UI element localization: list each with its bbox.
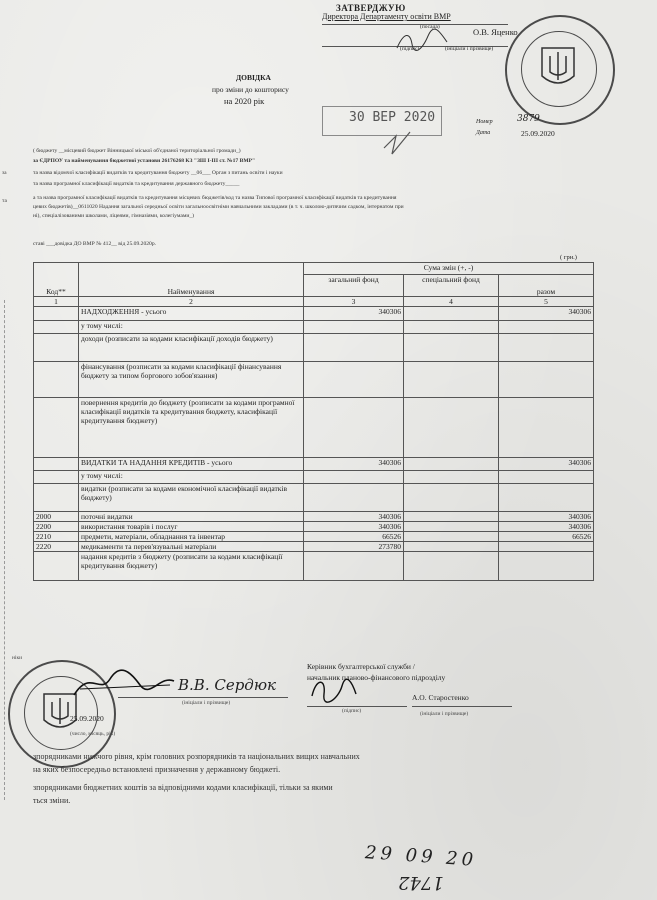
director-underline xyxy=(118,697,288,698)
cell-total: 340306 xyxy=(499,307,594,321)
document-date: 25.09.2020 xyxy=(521,129,555,138)
cell-total xyxy=(499,334,594,362)
accountant-signature xyxy=(308,676,360,704)
col-total-header: разом xyxy=(499,275,594,297)
cell-general xyxy=(304,552,404,581)
cell-special xyxy=(404,471,499,484)
cell-special xyxy=(404,398,499,458)
numbering-row xyxy=(34,297,594,307)
document-year: на 2020 рік xyxy=(224,96,265,106)
cell-total xyxy=(499,321,594,334)
cell-total: 66526 xyxy=(499,532,594,542)
currency-unit: ( грн.) xyxy=(560,254,577,261)
cell-code xyxy=(34,458,79,471)
col-general-header: загальний фонд xyxy=(304,275,404,297)
date-label: Дата xyxy=(476,130,491,136)
cell-special xyxy=(404,458,499,471)
margin-mark: та xyxy=(2,198,7,204)
table-row xyxy=(34,334,594,362)
footnote-line-2: на яких безпосередньо встановлені призначення у державному бюджеті. xyxy=(33,765,281,774)
col-number: 3 xyxy=(304,297,404,307)
program-line-1: а та назва програмної класифікації видатків та кредитування місцевих бюджетів/код та назва Типової програмної класифікації видатків та кредитування xyxy=(33,195,397,201)
cell-general xyxy=(304,362,404,398)
basis-line: ставі ___довідка ДО ВМР № 412__ від 25.09.2020р. xyxy=(33,241,157,247)
cell-total xyxy=(499,471,594,484)
cell-total xyxy=(499,362,594,398)
cell-general: 66526 xyxy=(304,532,404,542)
cell-name: використання товарів і послуг xyxy=(79,522,304,532)
col-number: 4 xyxy=(404,297,499,307)
trident-icon xyxy=(538,44,578,92)
table-row xyxy=(34,542,594,552)
left-head-label: ніки xyxy=(12,655,23,661)
table-row xyxy=(34,532,594,542)
director-date-caption: (число, місяць, рік) xyxy=(70,731,116,737)
cell-special xyxy=(404,484,499,512)
cell-special xyxy=(404,532,499,542)
department-line: та назва відомчої класифікації видатків та кредитування бюджету __06___ Орган з питань освіти і науки xyxy=(33,170,283,176)
accountant-title-1: Керівник бухгалтерської служби / xyxy=(307,662,415,671)
footnote-line-1: зпорядниками нижчого рівня, крім головних розпорядників та національних вищих навчальних xyxy=(33,752,360,761)
table-row xyxy=(34,522,594,532)
cell-code: 2200 xyxy=(34,522,79,532)
cell-total: 340306 xyxy=(499,458,594,471)
cell-special xyxy=(404,552,499,581)
col-number: 1 xyxy=(34,297,79,307)
cell-code xyxy=(34,362,79,398)
accountant-signature-caption: (підпис) xyxy=(342,708,362,714)
cell-general: 340306 xyxy=(304,458,404,471)
cell-code: 2000 xyxy=(34,512,79,522)
cell-code: 2210 xyxy=(34,532,79,542)
cell-code xyxy=(34,321,79,334)
cell-general xyxy=(304,484,404,512)
accountant-title-2: начальник планово-фінансового підрозділу xyxy=(307,673,446,682)
cell-name: ВИДАТКИ ТА НАДАННЯ КРЕДИТІВ - усього xyxy=(79,458,304,471)
changes-table xyxy=(33,262,594,581)
footnote-line-3: зпорядниками бюджетних коштів за відповідними кодами класифікації, тільки за якими xyxy=(33,783,333,792)
cell-code xyxy=(34,334,79,362)
accountant-name: А.О. Старостенко xyxy=(412,693,469,702)
cell-code xyxy=(34,552,79,581)
cell-special xyxy=(404,362,499,398)
cell-name: у тому числі: xyxy=(79,321,304,334)
cell-general xyxy=(304,334,404,362)
position-caption: (посада) xyxy=(420,24,440,30)
col-number: 2 xyxy=(79,297,304,307)
cell-special xyxy=(404,321,499,334)
cell-general xyxy=(304,321,404,334)
director-date: 25.09.2020 xyxy=(70,714,104,723)
director-signature xyxy=(70,665,180,705)
cell-name: видатки (розписати за кодами економічної класифікації видатків бюджету) xyxy=(79,484,304,512)
cell-name: надання кредитів з бюджету (розписати за кодами класифікації кредитування бюджету) xyxy=(79,552,304,581)
table-row xyxy=(34,484,594,512)
header-row-1 xyxy=(34,263,594,275)
col-name-header: Найменування xyxy=(79,263,304,297)
table-row xyxy=(34,471,594,484)
cell-name: НАДХОДЖЕННЯ - усього xyxy=(79,307,304,321)
cell-special xyxy=(404,512,499,522)
table-row xyxy=(34,458,594,471)
cell-total: 340306 xyxy=(499,522,594,532)
approve-title: ЗАТВЕРДЖУЮ xyxy=(336,3,406,13)
cell-general: 340306 xyxy=(304,522,404,532)
cell-name: поточні видатки xyxy=(79,512,304,522)
cell-general xyxy=(304,471,404,484)
cell-total xyxy=(499,484,594,512)
col-number: 5 xyxy=(499,297,594,307)
state-program-line: та назва програмної класифікації видатків та кредитування державного бюджету_____ xyxy=(33,181,240,187)
cell-special xyxy=(404,334,499,362)
approver-signature xyxy=(392,28,452,54)
cell-total xyxy=(499,542,594,552)
signature-caption: (підпис) xyxy=(400,46,420,52)
budget-line: ( бюджету __місцевий бюджет Вінницької міської об'єднаної територіальної громади_) xyxy=(33,148,241,154)
cell-total xyxy=(499,552,594,581)
cell-name: повернення кредитів до бюджету (розписати за кодами програмної класифікації видатків та кредитування бюджету, класифікації кредитування бюджету) xyxy=(79,398,304,458)
cell-special xyxy=(404,522,499,532)
approver-name: О.В. Яценко xyxy=(473,27,518,37)
table-row xyxy=(34,552,594,581)
cell-general: 340306 xyxy=(304,307,404,321)
cell-name: предмети, матеріали, обладнання та інвентар xyxy=(79,532,304,542)
accountant-name-underline xyxy=(412,706,512,707)
cell-code xyxy=(34,471,79,484)
col-code-header: Код** xyxy=(34,263,79,297)
institution-line: за ЄДРПОУ та найменування бюджетної установи 26176268 КЗ "ЗШ І-ІІІ ст. №17 ВМР" xyxy=(33,158,256,164)
cell-special xyxy=(404,307,499,321)
director-caption: (ініціали і прізвище) xyxy=(182,700,231,706)
table-row xyxy=(34,398,594,458)
table-row xyxy=(34,321,594,334)
cell-general xyxy=(304,398,404,458)
col-sum-header: Сума змін (+, -) xyxy=(304,263,594,275)
cell-total xyxy=(499,398,594,458)
col-special-header: спеціальний фонд xyxy=(404,275,499,297)
approve-position: Директора Департаменту освіти ВМР xyxy=(322,12,451,21)
table-body xyxy=(34,307,594,581)
accountant-name-caption: (ініціали і прізвище) xyxy=(420,711,469,717)
cell-general: 273780 xyxy=(304,542,404,552)
director-name: В.В. Сердюк xyxy=(178,676,276,694)
cell-total: 340306 xyxy=(499,512,594,522)
document-title: ДОВІДКА xyxy=(236,73,271,82)
cell-name: фінансування (розписати за кодами класифікації фінансування бюджету за типом боргового зобов'язання) xyxy=(79,362,304,398)
table-row xyxy=(34,362,594,398)
cell-code xyxy=(34,398,79,458)
table-row xyxy=(34,512,594,522)
cell-special xyxy=(404,542,499,552)
footnote-line-4: ться зміни. xyxy=(33,796,71,805)
cell-code xyxy=(34,307,79,321)
cell-code: 2220 xyxy=(34,542,79,552)
number-label: Номер xyxy=(476,119,493,125)
received-stamp-date: 30 ВЕР 2020 xyxy=(349,110,436,125)
document-number: 3879 xyxy=(517,114,540,124)
handwritten-date: 29 09 20 xyxy=(364,842,478,871)
handwritten-number: 1742 xyxy=(398,872,444,893)
cell-name: медикаменти та перев'язувальні матеріали xyxy=(79,542,304,552)
cell-general: 340306 xyxy=(304,512,404,522)
document-subtitle: про зміни до кошторису xyxy=(212,85,289,94)
cell-name: у тому числі: xyxy=(79,471,304,484)
margin-mark: за xyxy=(2,170,7,176)
initials-caption: (ініціали і прізвище) xyxy=(445,46,494,52)
program-line-2: цевих бюджетів)__0611020 Надання загальної середньої освіти загальноосвітніми навчальними закладами (в т. ч. школою-дитячим садком, інтернатом при xyxy=(33,204,404,210)
cell-code xyxy=(34,484,79,512)
margin-line xyxy=(4,300,6,800)
approve-underline xyxy=(322,24,508,25)
accountant-sign-underline xyxy=(307,706,407,707)
table-row xyxy=(34,307,594,321)
approval-mark xyxy=(380,128,420,158)
cell-name: доходи (розписати за кодами класифікації доходів бюджету) xyxy=(79,334,304,362)
program-line-3: ні), спеціалізованими школами, ліцеями, гімназіями, колегіумами_) xyxy=(33,213,195,219)
